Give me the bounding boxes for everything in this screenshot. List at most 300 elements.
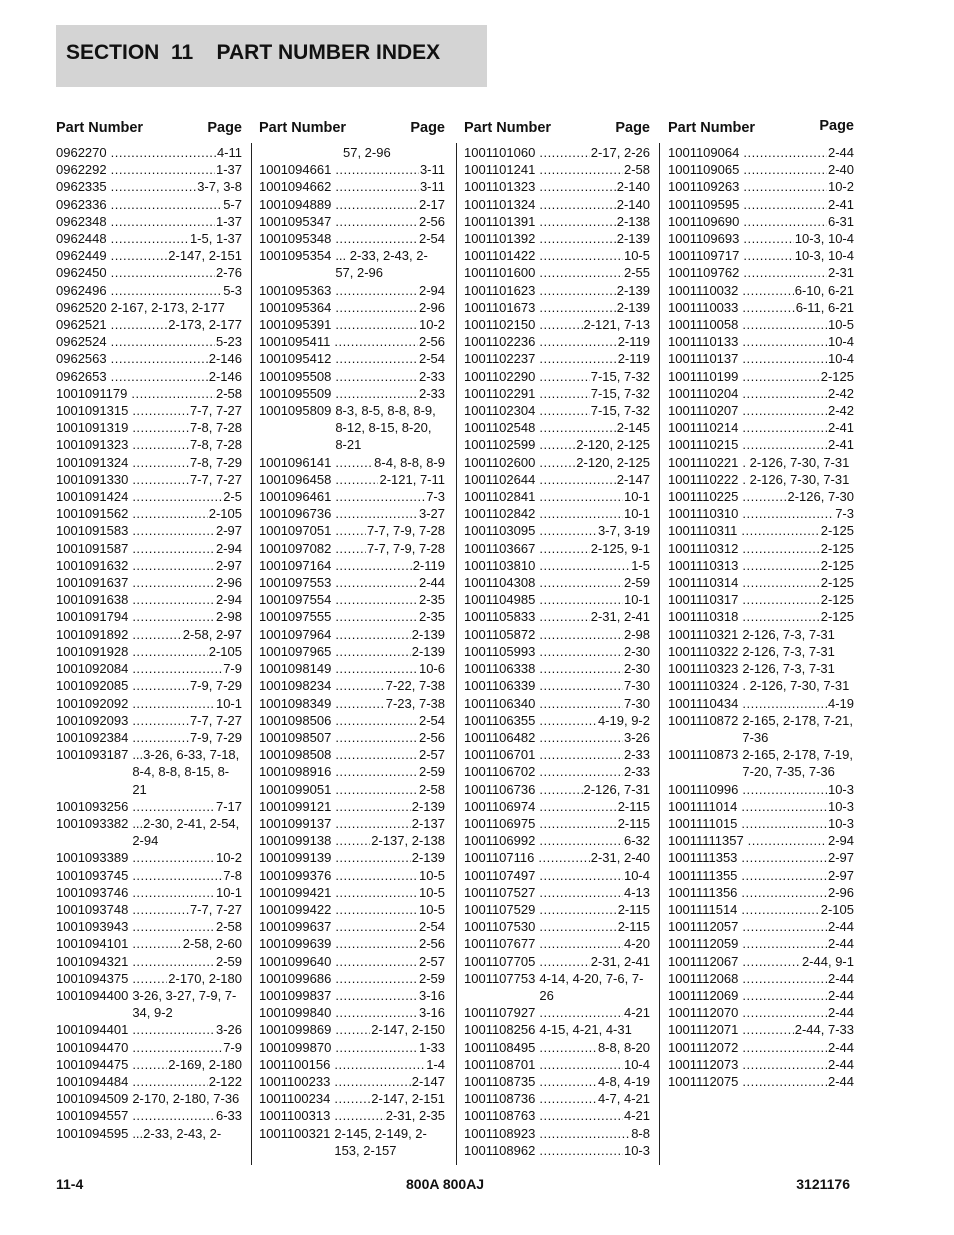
leader-group	[331, 522, 445, 539]
index-entry	[259, 781, 445, 798]
dot-leader	[539, 867, 623, 884]
dot-leader	[742, 316, 827, 333]
index-entry	[56, 815, 242, 849]
page-references: 2-139	[616, 282, 650, 298]
index-entry	[464, 660, 650, 677]
page-references: 10-5	[418, 867, 445, 883]
page-references: 2-122	[208, 1073, 242, 1089]
index-entry	[259, 626, 445, 643]
leader-group	[535, 333, 650, 350]
index-entry	[56, 230, 242, 247]
index-entry	[259, 540, 445, 557]
part-number: 1001110225	[668, 489, 739, 505]
part-number: 1001094401	[56, 1022, 129, 1038]
index-entry	[56, 1107, 242, 1124]
dot-leader	[335, 282, 418, 299]
page-references: 2-146	[208, 351, 242, 367]
index-entry	[259, 849, 445, 866]
leader-group	[330, 1090, 445, 1107]
dot-leader	[742, 918, 827, 935]
leader-group	[738, 1073, 854, 1090]
page-references: 2-57	[418, 953, 445, 969]
dot-leader	[335, 729, 418, 746]
dot-leader	[131, 385, 215, 402]
part-number: 1001107116	[464, 850, 535, 866]
page-references: 2-58	[215, 385, 242, 401]
page-references: 2-147, 2-151	[371, 1091, 445, 1107]
dot-leader	[742, 402, 827, 419]
index-entry	[668, 712, 854, 746]
leader-group	[331, 213, 445, 230]
dot-leader	[335, 626, 410, 643]
part-number: 1001099870	[259, 1039, 332, 1055]
dot-leader	[111, 178, 197, 195]
page-references: 10-1	[623, 489, 650, 505]
page-references: 2-125	[820, 592, 854, 608]
part-number: 1001095347	[259, 213, 332, 229]
part-number: 1001111356	[668, 884, 738, 900]
leader-group	[535, 626, 650, 643]
page-references: 2-44	[827, 145, 854, 160]
part-number: 10011111357	[668, 833, 744, 849]
page-references: 2-44, 7-33	[794, 1022, 854, 1038]
leader-group	[128, 970, 242, 987]
page-references: 7-7, 7-9, 7-28	[366, 523, 445, 539]
dot-leader	[132, 626, 181, 643]
part-number: 1001099376	[259, 867, 332, 883]
leader-group	[128, 591, 242, 608]
index-entry	[668, 540, 854, 557]
index-entry	[464, 350, 650, 367]
index-entry	[464, 264, 650, 281]
page-references: 8-8	[631, 1125, 650, 1141]
dot-leader	[742, 282, 793, 299]
page-references: 2-33	[418, 368, 445, 384]
dot-leader	[335, 832, 370, 849]
page-header: Page	[615, 120, 650, 136]
page-references: 2-96	[418, 299, 445, 315]
leader-group	[738, 953, 854, 970]
index-entry	[259, 196, 445, 213]
index-entry	[668, 144, 854, 161]
dot-leader	[539, 884, 623, 901]
index-entry	[464, 419, 650, 436]
leader-group	[739, 247, 854, 264]
leader-group	[128, 660, 242, 677]
dot-leader	[335, 643, 410, 660]
page-references: 2-125	[820, 575, 854, 591]
leader-group	[331, 454, 445, 471]
leader-group	[535, 264, 650, 281]
page-references: 3-26	[623, 729, 650, 745]
part-number: 1001104308	[464, 575, 536, 591]
dot-leader	[111, 282, 223, 299]
page-references: 3-7, 3-8	[197, 179, 242, 195]
index-entry	[464, 471, 650, 488]
leader-group	[534, 849, 650, 866]
index-entry	[464, 368, 650, 385]
part-number: 1001106702	[464, 764, 536, 780]
index-entry	[56, 419, 242, 436]
dot-leader	[743, 161, 827, 178]
leader-group	[128, 953, 242, 970]
dot-leader	[741, 901, 819, 918]
leader-group	[107, 161, 242, 178]
leader-group	[107, 333, 242, 350]
leader-group	[535, 144, 650, 161]
dot-leader	[334, 1090, 370, 1107]
page-references: 2-125	[820, 540, 854, 556]
page-references: 7-15, 7-32	[590, 385, 650, 401]
part-number: 1001108923	[464, 1125, 536, 1141]
dot-leader	[539, 643, 623, 660]
leader-group	[738, 419, 854, 436]
leader-group	[535, 1039, 650, 1056]
part-number: 1001108701	[464, 1056, 536, 1072]
part-number: 1001110133	[668, 334, 739, 350]
part-number: 1001110318	[668, 609, 739, 625]
page-references: 2-121, 7-11	[379, 471, 445, 487]
part-number: 1001110199	[668, 368, 739, 384]
index-entry	[56, 316, 242, 333]
dot-leader	[132, 557, 215, 574]
index-entry	[56, 299, 242, 316]
part-number: 1001099422	[259, 901, 332, 917]
index-entry	[259, 677, 445, 694]
dot-leader	[132, 918, 215, 935]
leader-group	[107, 247, 242, 264]
index-entry	[259, 557, 445, 574]
page-references: 2-173, 2-177	[168, 317, 242, 333]
dot-leader	[741, 798, 827, 815]
dot-leader	[335, 196, 418, 213]
page-references: 10-6	[418, 661, 445, 677]
dot-leader	[539, 574, 623, 591]
index-entry	[668, 987, 854, 1004]
page-references: 2-137	[411, 815, 445, 831]
index-entry	[259, 178, 445, 195]
leader-group	[331, 643, 445, 660]
dot-leader	[741, 884, 827, 901]
leader-group	[535, 178, 650, 195]
page-references: 2-97	[215, 557, 242, 573]
part-number: 1001098506	[259, 712, 332, 728]
index-entry	[56, 660, 242, 677]
dot-leader	[335, 867, 418, 884]
index-entry	[259, 402, 445, 454]
page-references: 2-94	[215, 540, 242, 556]
leader-group	[331, 178, 445, 195]
part-number: 1001099137	[259, 815, 332, 831]
page-references: 2-30	[623, 661, 650, 677]
page-references: 2-41	[827, 196, 854, 212]
leader-group	[331, 677, 445, 694]
part-number: 1001103810	[464, 557, 536, 573]
leader-group	[128, 540, 242, 557]
part-number: 0962348	[56, 213, 107, 229]
dot-leader	[335, 1039, 418, 1056]
page-references: 6-10, 6-21	[794, 282, 854, 298]
leader-group	[738, 591, 854, 608]
index-entry	[464, 1021, 650, 1038]
dot-leader	[539, 1090, 597, 1107]
part-number: 1001110873	[668, 747, 739, 763]
dot-leader	[539, 901, 616, 918]
part-number: 1001091632	[56, 557, 129, 573]
leader-group	[738, 557, 854, 574]
page-references: 7-9, 7-29	[189, 678, 242, 694]
leader-group	[128, 557, 242, 574]
leader-group	[737, 522, 854, 539]
dot-leader	[539, 935, 623, 952]
part-number-header: Part Number	[464, 120, 552, 136]
leader-group	[331, 987, 445, 1004]
index-entry	[56, 488, 242, 505]
part-number: 1001099121	[259, 798, 332, 814]
dot-leader	[539, 540, 589, 557]
dot-leader	[539, 385, 589, 402]
part-number: 1001094661	[259, 162, 332, 178]
page-references: 2-105	[208, 506, 242, 522]
dot-leader	[335, 608, 418, 625]
page-references: 7-7, 7-27	[189, 471, 242, 487]
part-number: 1001097554	[259, 592, 332, 608]
leader-group	[535, 196, 650, 213]
leader-group	[535, 660, 650, 677]
page-references: 7-30	[623, 678, 650, 694]
part-number: 1001098508	[259, 747, 332, 763]
part-number: 1001110137	[668, 351, 739, 367]
leader-group	[331, 574, 445, 591]
part-number: 1001102644	[464, 471, 536, 487]
leader-group	[739, 213, 854, 230]
index-entry	[464, 505, 650, 522]
dot-leader	[539, 178, 615, 195]
index-entry	[464, 557, 650, 574]
part-number: 1001096736	[259, 506, 332, 522]
part-number: 1001102304	[464, 403, 536, 419]
leader-group	[535, 213, 650, 230]
leader-group	[535, 419, 650, 436]
leader-group	[128, 574, 242, 591]
index-entry	[668, 1021, 854, 1038]
dot-leader	[539, 213, 615, 230]
leader-group	[738, 299, 854, 316]
index-entry	[668, 247, 854, 264]
part-number: 1001110215	[668, 437, 739, 453]
part-number: 1001099139	[259, 850, 332, 866]
part-number: 1001100233	[259, 1073, 331, 1089]
page-references: 7-30	[623, 695, 650, 711]
page-footer	[56, 1176, 850, 1196]
index-entry	[464, 677, 650, 694]
dot-leader	[539, 677, 623, 694]
page-references: 3-16	[418, 987, 445, 1003]
part-number: 1001109263	[668, 179, 740, 195]
page-references: 7-7, 7-27	[189, 712, 242, 728]
leader-group	[744, 832, 854, 849]
page-references: 2-94	[418, 282, 445, 298]
part-number: 1001110032	[668, 282, 739, 298]
index-entry	[464, 1090, 650, 1107]
page-references: 4-15, 4-21, 4-31	[539, 1022, 632, 1038]
dot-leader	[132, 505, 207, 522]
dot-leader	[335, 574, 418, 591]
page-references: 2-56	[418, 213, 445, 229]
dot-leader	[539, 729, 623, 746]
dot-leader	[539, 695, 623, 712]
part-number: 1001093745	[56, 867, 129, 883]
index-entry	[668, 557, 854, 574]
index-entry	[259, 867, 445, 884]
leader-group	[331, 832, 445, 849]
dot-leader	[132, 522, 215, 539]
part-number: 1001110324	[668, 678, 739, 694]
part-number: 1001112075	[668, 1073, 739, 1089]
dot-leader	[132, 970, 167, 987]
part-number: 1001102841	[464, 489, 536, 505]
index-entry	[464, 1039, 650, 1056]
page-references: 2-125	[820, 557, 854, 573]
dot-leader	[742, 574, 819, 591]
leader-group	[331, 798, 445, 815]
leader-group	[128, 729, 242, 746]
dot-leader	[334, 1107, 384, 1124]
page-references: 3-27	[418, 506, 445, 522]
index-entry	[56, 574, 242, 591]
part-number: 1001110321	[668, 626, 739, 642]
dot-leader	[539, 953, 589, 970]
page-references: 2-125	[820, 609, 854, 625]
column-divider	[659, 143, 660, 1165]
index-entry	[464, 608, 650, 625]
dot-leader	[132, 884, 215, 901]
leader-group	[535, 574, 650, 591]
leader-group	[739, 196, 854, 213]
page-references: 2-58	[418, 781, 445, 797]
dot-leader	[539, 454, 575, 471]
dot-leader	[132, 436, 189, 453]
index-entry	[56, 333, 242, 350]
index-entry	[259, 901, 445, 918]
page-references: 10-5	[418, 884, 445, 900]
index-entry	[668, 832, 854, 849]
index-entry	[464, 299, 650, 316]
part-number: 1001094470	[56, 1039, 129, 1055]
part-number: 0962336	[56, 196, 107, 212]
dot-leader	[132, 1073, 207, 1090]
page-references: 4-20	[623, 936, 650, 952]
dot-leader	[743, 264, 827, 281]
leader-group	[331, 316, 445, 333]
entry-list	[464, 144, 650, 1159]
index-entry	[464, 333, 650, 350]
leader-group	[535, 798, 650, 815]
index-entry	[668, 213, 854, 230]
part-number: 1001107677	[464, 936, 536, 952]
dot-leader	[335, 798, 410, 815]
leader-group	[331, 660, 445, 677]
part-number: 1001098234	[259, 678, 332, 694]
index-entry	[668, 935, 854, 952]
dot-leader	[334, 1073, 410, 1090]
page-references: 4-7, 4-21	[597, 1091, 650, 1107]
index-entry	[259, 798, 445, 815]
part-number: 1001091323	[56, 437, 129, 453]
part-number: 1001091638	[56, 592, 129, 608]
leader-group	[535, 608, 650, 625]
page-references: 2-98	[215, 609, 242, 625]
footer-page-number: 11-4	[56, 1176, 84, 1192]
part-number: 0962524	[56, 334, 107, 350]
page-references: 2-44	[827, 1073, 854, 1089]
page-references: 2-42	[827, 385, 854, 401]
index-entry	[668, 608, 854, 625]
dot-leader	[538, 849, 589, 866]
index-entry	[259, 1073, 445, 1090]
dot-leader	[335, 695, 384, 712]
dot-leader	[132, 660, 222, 677]
page-references: 2-170, 2-180, 7-36	[132, 1091, 240, 1107]
index-entry	[668, 178, 854, 195]
page-references: 2-94	[215, 592, 242, 608]
dot-leader	[741, 815, 827, 832]
leader-group	[128, 471, 242, 488]
dot-leader	[335, 161, 419, 178]
leader-group	[739, 178, 854, 195]
dot-leader	[742, 436, 827, 453]
part-number: 0962292	[56, 162, 107, 178]
part-number: 1001112071	[668, 1022, 739, 1038]
index-entry	[56, 368, 242, 385]
leader-group	[128, 884, 242, 901]
index-entry	[668, 299, 854, 316]
dot-leader	[132, 677, 189, 694]
page-references: 10-2	[215, 850, 242, 866]
leader-group	[535, 1004, 650, 1021]
index-entry	[259, 385, 445, 402]
leader-group	[331, 815, 445, 832]
part-number: 1001100321	[259, 1125, 331, 1141]
index-entry	[668, 454, 854, 471]
part-number: 1001092084	[56, 661, 129, 677]
part-number: 1001109065	[668, 162, 740, 178]
leader-group	[331, 712, 445, 729]
index-entry	[259, 350, 445, 367]
dot-leader	[742, 333, 827, 350]
page-references: 2-33	[623, 747, 650, 763]
index-entry	[668, 1004, 854, 1021]
part-number: 1001110204	[668, 385, 739, 401]
dot-leader	[335, 522, 366, 539]
part-number: 1001094595	[56, 1125, 129, 1141]
page-references: 2-105	[208, 643, 242, 659]
index-entry	[56, 884, 242, 901]
part-number: 1001106355	[464, 712, 536, 728]
part-number: 0962563	[56, 351, 107, 367]
part-number: 1001111015	[668, 815, 738, 831]
page-references: . 2-126, 7-30, 7-31	[742, 678, 850, 694]
part-number: 1001091794	[56, 609, 129, 625]
part-number: 1001112057	[668, 919, 739, 935]
page-references: 7-7, 7-27	[189, 403, 242, 419]
page-references: 2-33	[418, 385, 445, 401]
index-entry	[668, 350, 854, 367]
part-number: 1001107529	[464, 901, 536, 917]
leader-group	[127, 385, 242, 402]
index-entry	[56, 436, 242, 453]
index-entry	[56, 161, 242, 178]
